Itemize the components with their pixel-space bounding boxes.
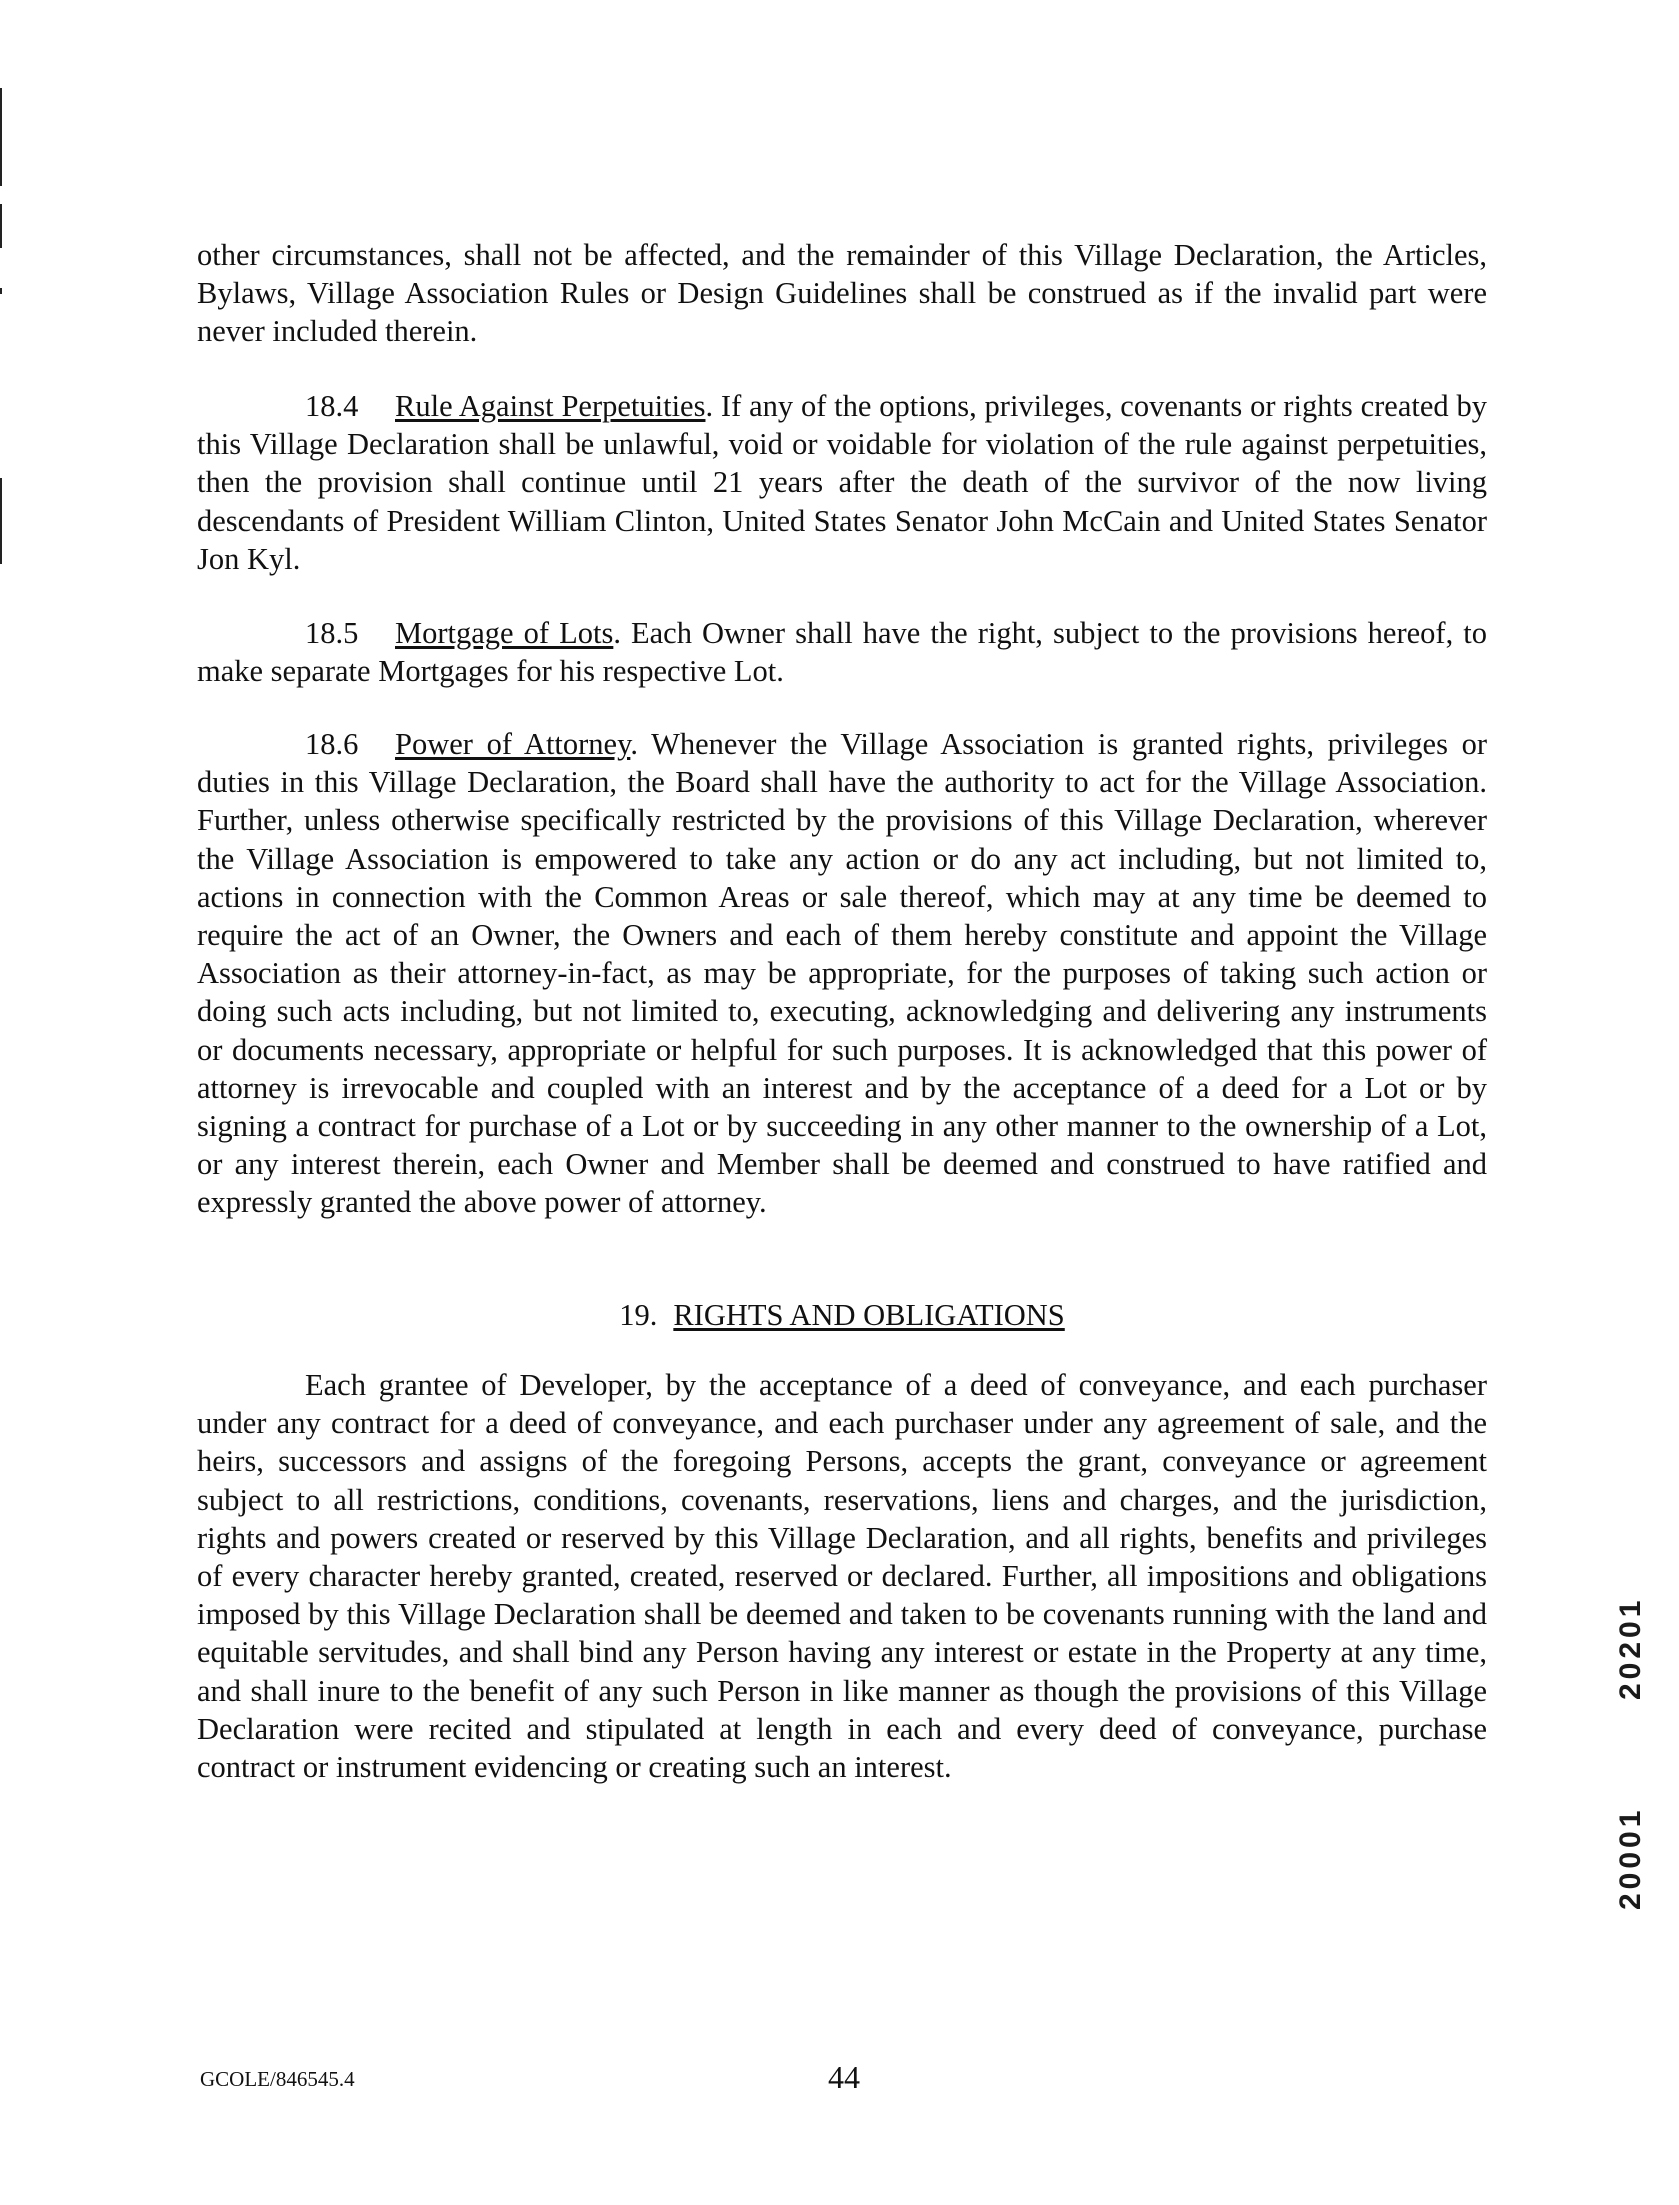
recording-stamp-upper: 20201 [1614,1596,1647,1700]
recording-stamp-lower: 20001 [1614,1806,1647,1910]
section-title: Rule Against Perpetuities [395,389,706,423]
margin-change-bar [0,88,2,186]
section-19-body [197,1366,1487,1786]
section-19-heading [197,1296,1487,1334]
section-body: Each grantee of Developer, by the acceptance of a deed of conveyance, and each purchaser under any contract for a deed of conveyance, and each purchaser under any agreement of sale, and the heirs, successors and assigns of the foregoing Persons, accepts the grant, conveyance or agreement subject to all restrictions, conditions, covenants, reservations, liens and charges, and the jurisdiction, rights and powers created or reserved by this Village Declaration, and all rights, benefits and privileges of every character hereby granted, created, reserved or declared. Further, all impositions and obligations imposed by this Village Declaration shall be deemed and taken to be covenants running with the land and equitable servitudes, and shall bind any Person having any interest or estate in the Property at any time, and shall inure to the benefit of any such Person in like manner as though the provisions of this Village Declaration were recited and stipulated at length in each and every deed of conveyance, purchase contract or instrument evidencing or creating such an interest. [197,1368,1487,1785]
section-body: . Each Owner shall have the right, subject to the provisions hereof, to make separate Mortgages for his respective Lot. [197,616,1487,689]
section-number: 18.6 [305,727,359,761]
footer-document-id: GCOLE/846545.4 [200,2067,355,2091]
section-18-5 [197,614,1487,690]
continuation-paragraph [197,236,1487,351]
section-18-4 [197,387,1487,578]
section-body: . If any of the options, privileges, covenants or rights created by this Village Declaration shall be unlawful, void or voidable for violation of the rule against perpetuities, then the provision shall continue until 21 years after the death of the survivor of the now living descendants of President William Clinton, United States Senator John McCain and United States Senator Jon Kyl. [197,389,1487,576]
section-18-6 [197,725,1487,1222]
margin-change-bar [0,288,2,294]
margin-change-bar [0,478,2,564]
page-number: 44 [828,2059,860,2095]
margin-change-bar [0,204,2,248]
section-title: Power of Attorney [395,727,631,761]
heading-number: 19. [619,1298,658,1332]
section-number: 18.5 [305,616,359,650]
section-title: Mortgage of Lots [395,616,614,650]
heading-title: RIGHTS AND OBLIGATIONS [673,1298,1065,1332]
section-number: 18.4 [305,389,359,423]
continuation-text: other circumstances, shall not be affected, and the remainder of this Village Declaration, the Articles, Bylaws, Village Association Rules or Design Guidelines shall be construed as if the invalid part were never included therein. [197,238,1487,349]
section-body: . Whenever the Village Association is granted rights, privileges or duties in this Village Declaration, the Board shall have the authority to act for the Village Association. Further, unless otherwise specifically restricted by the provisions of this Village Declaration, wherever the Village Association is empowered to take any action or do any act including, but not limited to, actions in connection with the Common Areas or sale thereof, which may at any time be deemed to require the act of an Owner, the Owners and each of them hereby constitute and appoint the Village Association as their attorney-in-fact, as may be appropriate, for the purposes of taking such action or doing such acts including, but not limited to, executing, acknowledging and delivering any instruments or documents necessary, appropriate or helpful for such purposes. It is acknowledged that this power of attorney is irrevocable and coupled with an interest and by the acceptance of a deed for a Lot or by signing a contract for purchase of a Lot or by succeeding in any other manner to the ownership of a Lot, or any interest therein, each Owner and Member shall be deemed and construed to have ratified and expressly granted the above power of attorney. [197,727,1487,1220]
